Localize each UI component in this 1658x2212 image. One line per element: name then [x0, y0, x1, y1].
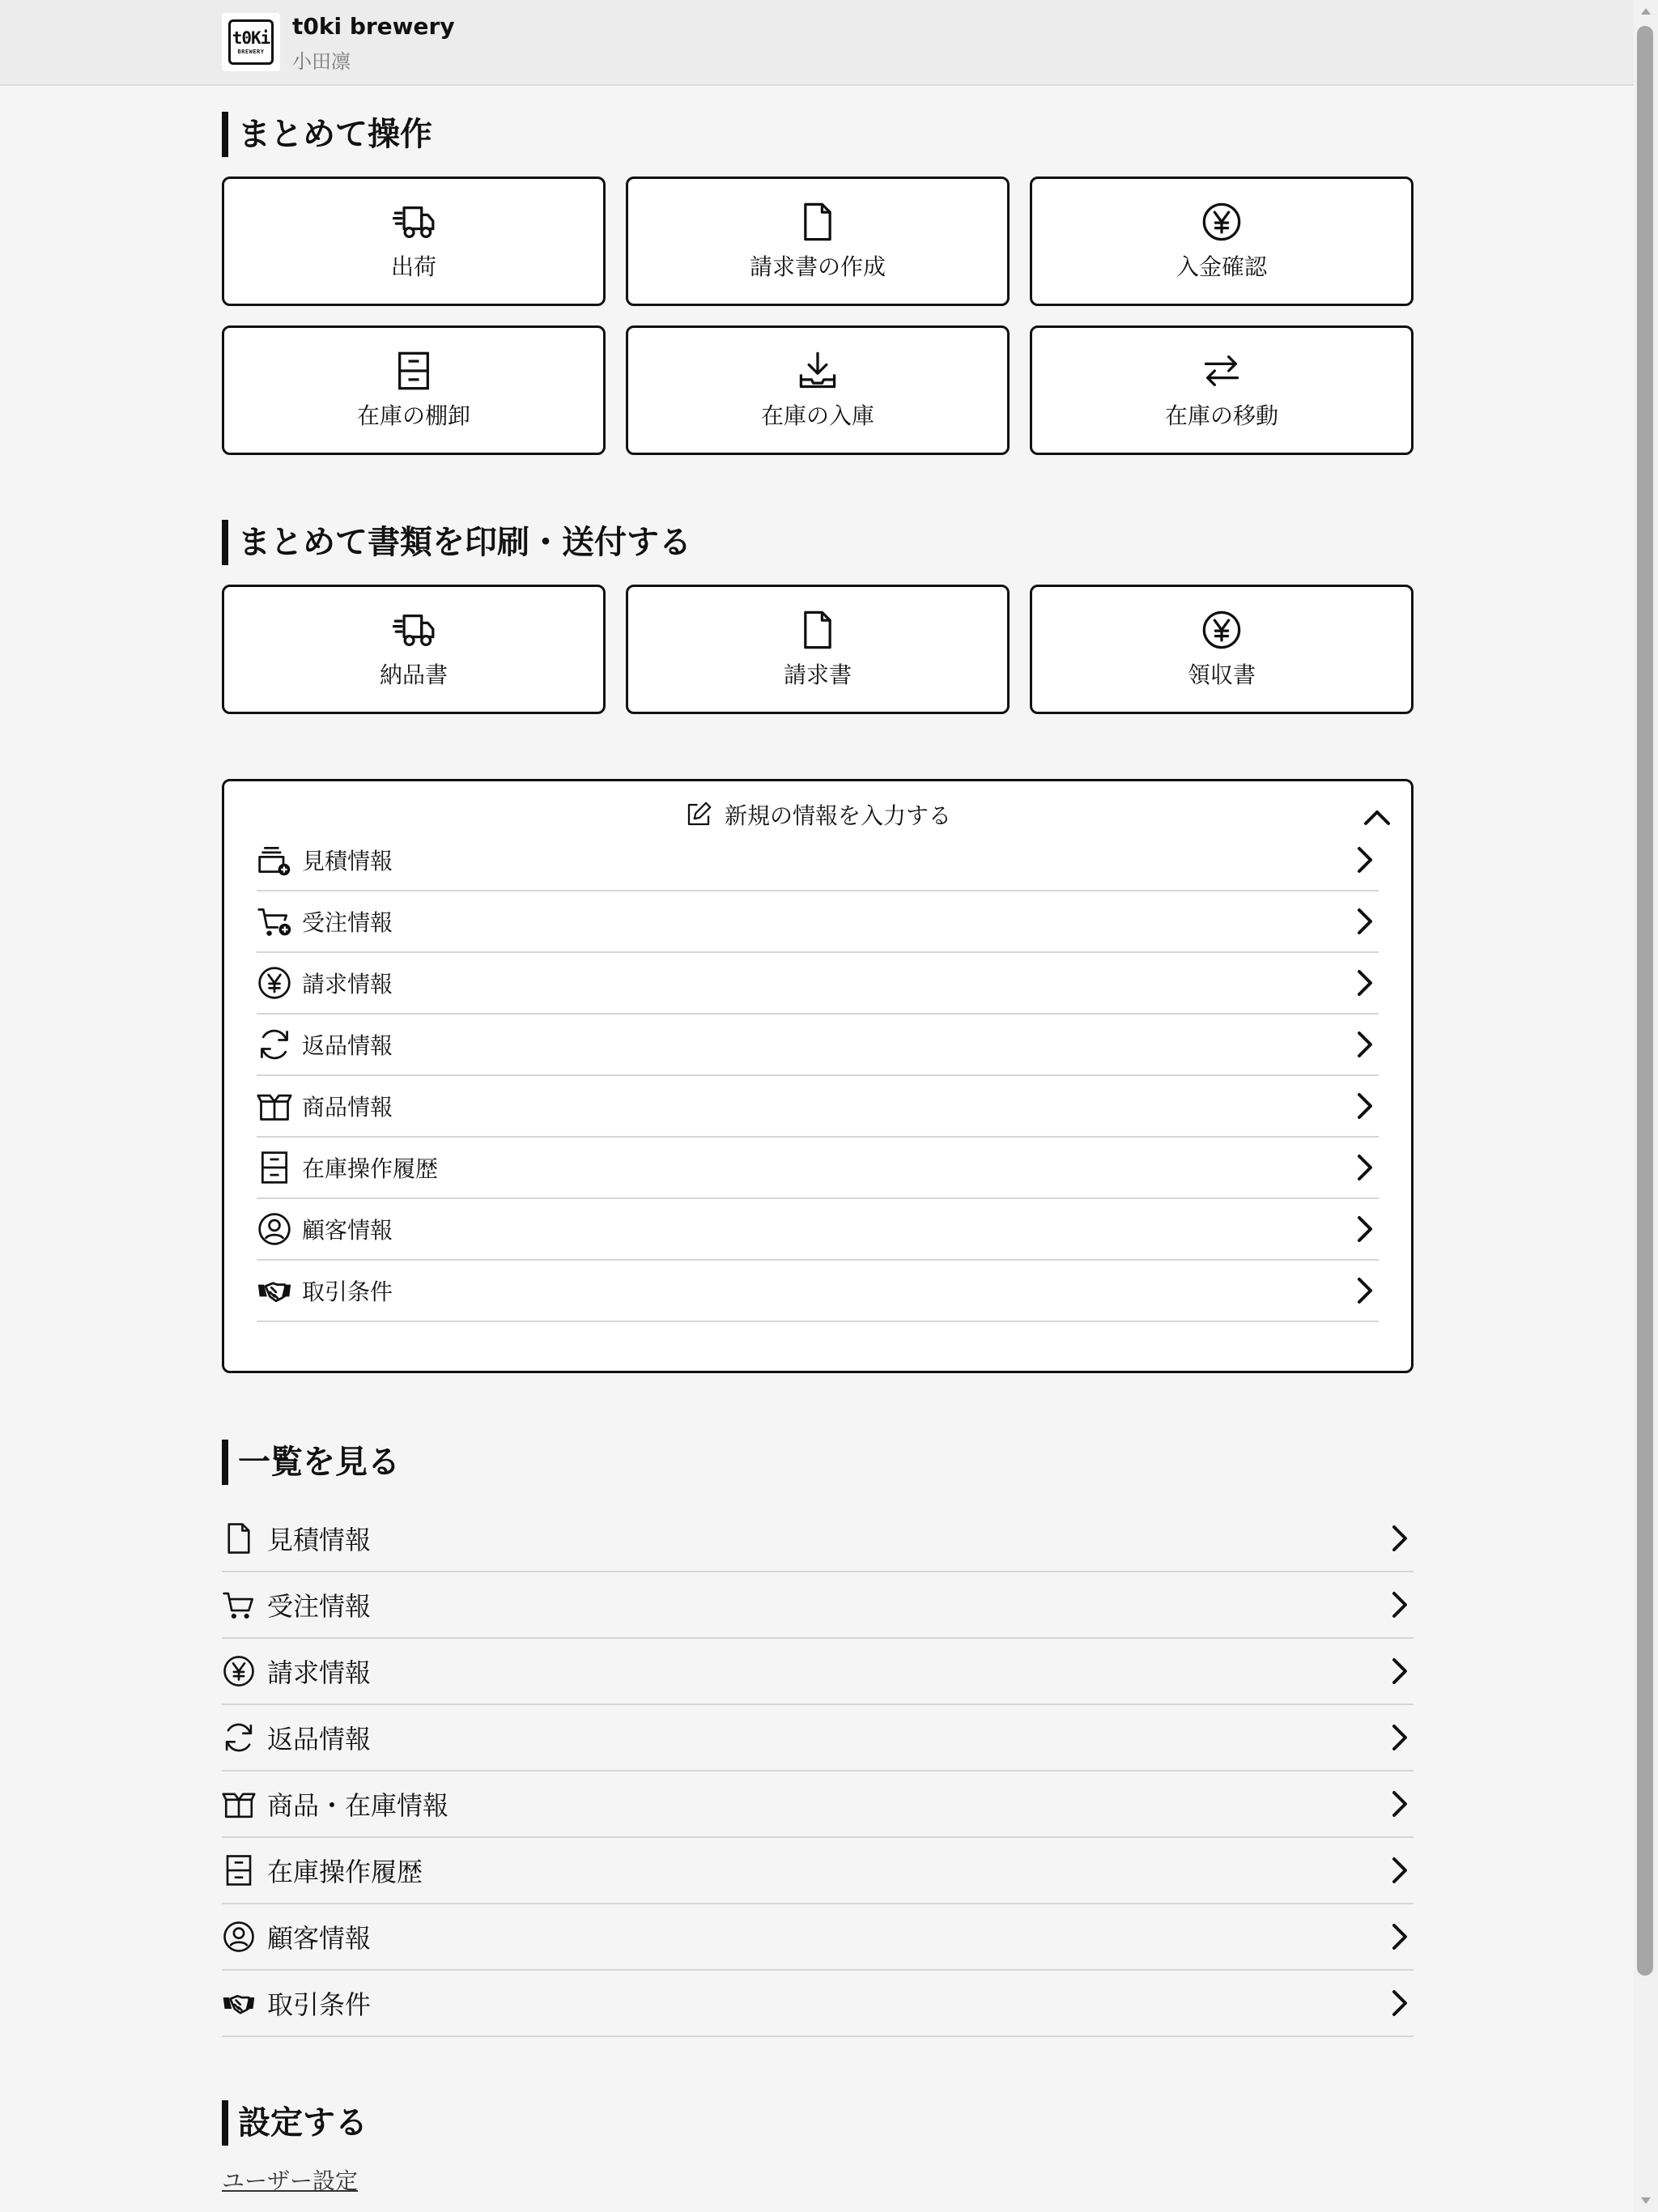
chevron-right-icon: [1386, 1854, 1410, 1887]
list-item-label: 返品情報: [302, 1032, 393, 1059]
payment-confirm-button[interactable]: [1030, 177, 1414, 306]
list-item-order[interactable]: [222, 1572, 1414, 1639]
scrollbar[interactable]: [1634, 0, 1658, 2212]
chevron-right-icon: [1351, 844, 1375, 876]
tile-label: 在庫の移動: [1164, 402, 1278, 429]
list-item-label: 返品情報: [267, 1724, 372, 1755]
tile-label: 入金確認: [1175, 253, 1267, 280]
list-item-terms[interactable]: [222, 1971, 1414, 2037]
chevron-right-icon: [1351, 1274, 1375, 1307]
list-item-customer[interactable]: [222, 1904, 1414, 1971]
yen-icon: [222, 1654, 256, 1688]
new-info-list: [257, 830, 1379, 1322]
chevron-right-icon: [1386, 1987, 1410, 2019]
chevron-up-icon[interactable]: [1361, 804, 1393, 828]
handshake-icon: [257, 1273, 292, 1308]
new-info-item-return[interactable]: [257, 1015, 1379, 1076]
delivery-note-button[interactable]: [222, 585, 606, 714]
chevron-right-icon: [1386, 1721, 1410, 1754]
scroll-up-arrow-icon[interactable]: [1641, 8, 1651, 15]
download-tray-icon: [797, 350, 839, 392]
new-info-item-billing[interactable]: [257, 953, 1379, 1015]
new-info-item-stock-history[interactable]: [257, 1138, 1379, 1199]
cart-icon: [222, 1588, 256, 1622]
truck-icon: [393, 201, 435, 243]
new-info-item-order[interactable]: [257, 891, 1379, 953]
user-circle-icon: [257, 1211, 292, 1247]
list-item-label: 在庫操作履歴: [302, 1155, 439, 1182]
new-info-panel: [222, 779, 1414, 1373]
section-title-settings: 設定する: [222, 2100, 368, 2146]
list-item-label: 請求情報: [302, 971, 393, 998]
estimate-add-icon: [257, 842, 292, 878]
list-item-label: 取引条件: [302, 1278, 393, 1305]
tile-label: 在庫の棚卸: [356, 402, 470, 429]
stock-receive-button[interactable]: [626, 325, 1010, 455]
chevron-right-icon: [1386, 1655, 1410, 1687]
list-item-billing[interactable]: [222, 1639, 1414, 1705]
logo-line1: t0Ki: [232, 28, 270, 48]
list-item-label: 在庫操作履歴: [267, 1857, 423, 1887]
new-info-item-terms[interactable]: [257, 1261, 1379, 1322]
receipt-button[interactable]: [1030, 585, 1414, 714]
list-item-label: 見積情報: [302, 848, 393, 874]
scroll-down-arrow-icon[interactable]: [1641, 2197, 1651, 2204]
brand-logo[interactable]: [222, 13, 280, 71]
ship-button[interactable]: [222, 177, 606, 306]
new-info-title: 新規の情報を入力する: [724, 802, 951, 829]
stocktake-button[interactable]: [222, 325, 606, 455]
yen-icon: [1201, 609, 1243, 651]
list-item-estimate[interactable]: [222, 1506, 1414, 1572]
invoice-button[interactable]: [626, 585, 1010, 714]
truck-icon: [393, 609, 435, 651]
logo-mark: [228, 19, 274, 65]
edit-icon: [684, 800, 713, 829]
tile-label: 納品書: [379, 661, 448, 688]
chevron-right-icon: [1386, 1788, 1410, 1820]
new-info-panel-header[interactable]: [224, 794, 1411, 835]
swap-arrows-icon: [1201, 350, 1243, 392]
list-item-label: 商品・在庫情報: [267, 1790, 449, 1821]
scrollbar-thumb[interactable]: [1637, 26, 1653, 1976]
list-item-product-stock[interactable]: [222, 1772, 1414, 1838]
yen-icon: [257, 965, 292, 1001]
chevron-right-icon: [1351, 967, 1375, 999]
chevron-right-icon: [1386, 1589, 1410, 1621]
tile-label: 出荷: [390, 253, 436, 280]
list-item-label: 受注情報: [302, 909, 393, 936]
chevron-right-icon: [1386, 1921, 1410, 1953]
new-info-item-estimate[interactable]: [257, 830, 1379, 891]
box-icon: [257, 1088, 292, 1124]
tile-label: 在庫の入庫: [760, 402, 874, 429]
refresh-icon: [222, 1721, 256, 1755]
cabinet-icon: [393, 350, 435, 392]
chevron-right-icon: [1351, 905, 1375, 938]
handshake-icon: [222, 1986, 256, 2020]
list-item-label: 顧客情報: [302, 1217, 393, 1244]
list-item-label: 商品情報: [302, 1094, 393, 1121]
section-title-lists: 一覧を見る: [222, 1440, 400, 1485]
list-item-label: 受注情報: [267, 1591, 372, 1622]
new-info-item-product[interactable]: [257, 1076, 1379, 1138]
document-icon: [797, 201, 839, 243]
list-item-label: 請求情報: [267, 1657, 372, 1688]
list-item-stock-history[interactable]: [222, 1838, 1414, 1904]
chevron-right-icon: [1351, 1213, 1375, 1245]
section-title-bulk-operations: まとめて操作: [222, 112, 432, 157]
logo-line2: BREWERY: [237, 48, 265, 55]
stock-transfer-button[interactable]: [1030, 325, 1414, 455]
list-item-label: 見積情報: [267, 1525, 372, 1555]
tile-label: 請求書: [783, 661, 852, 688]
list-item-label: 顧客情報: [267, 1923, 372, 1954]
box-icon: [222, 1787, 256, 1821]
list-links: [222, 1506, 1414, 2037]
cabinet-icon: [257, 1150, 292, 1185]
user-settings-link[interactable]: ユーザー設定: [222, 2167, 359, 2194]
cabinet-icon: [222, 1853, 256, 1887]
document-icon: [222, 1521, 256, 1555]
tile-label: 領収書: [1187, 661, 1256, 688]
yen-icon: [1201, 201, 1243, 243]
chevron-right-icon: [1351, 1028, 1375, 1061]
chevron-right-icon: [1351, 1090, 1375, 1122]
document-icon: [797, 609, 839, 651]
chevron-right-icon: [1386, 1522, 1410, 1555]
tile-label: 請求書の作成: [749, 253, 886, 280]
user-name: 小田凛: [292, 50, 351, 73]
app-header: [0, 0, 1634, 86]
new-info-item-customer[interactable]: [257, 1199, 1379, 1261]
section-title-bulk-documents: まとめて書類を印刷・送付する: [222, 520, 691, 565]
chevron-right-icon: [1351, 1151, 1375, 1184]
refresh-icon: [257, 1027, 292, 1062]
user-circle-icon: [222, 1920, 256, 1954]
list-item-label: 取引条件: [267, 1989, 372, 2020]
list-item-return[interactable]: [222, 1705, 1414, 1772]
cart-add-icon: [257, 904, 292, 939]
company-name: t0ki brewery: [292, 13, 455, 40]
create-invoice-button[interactable]: [626, 177, 1010, 306]
